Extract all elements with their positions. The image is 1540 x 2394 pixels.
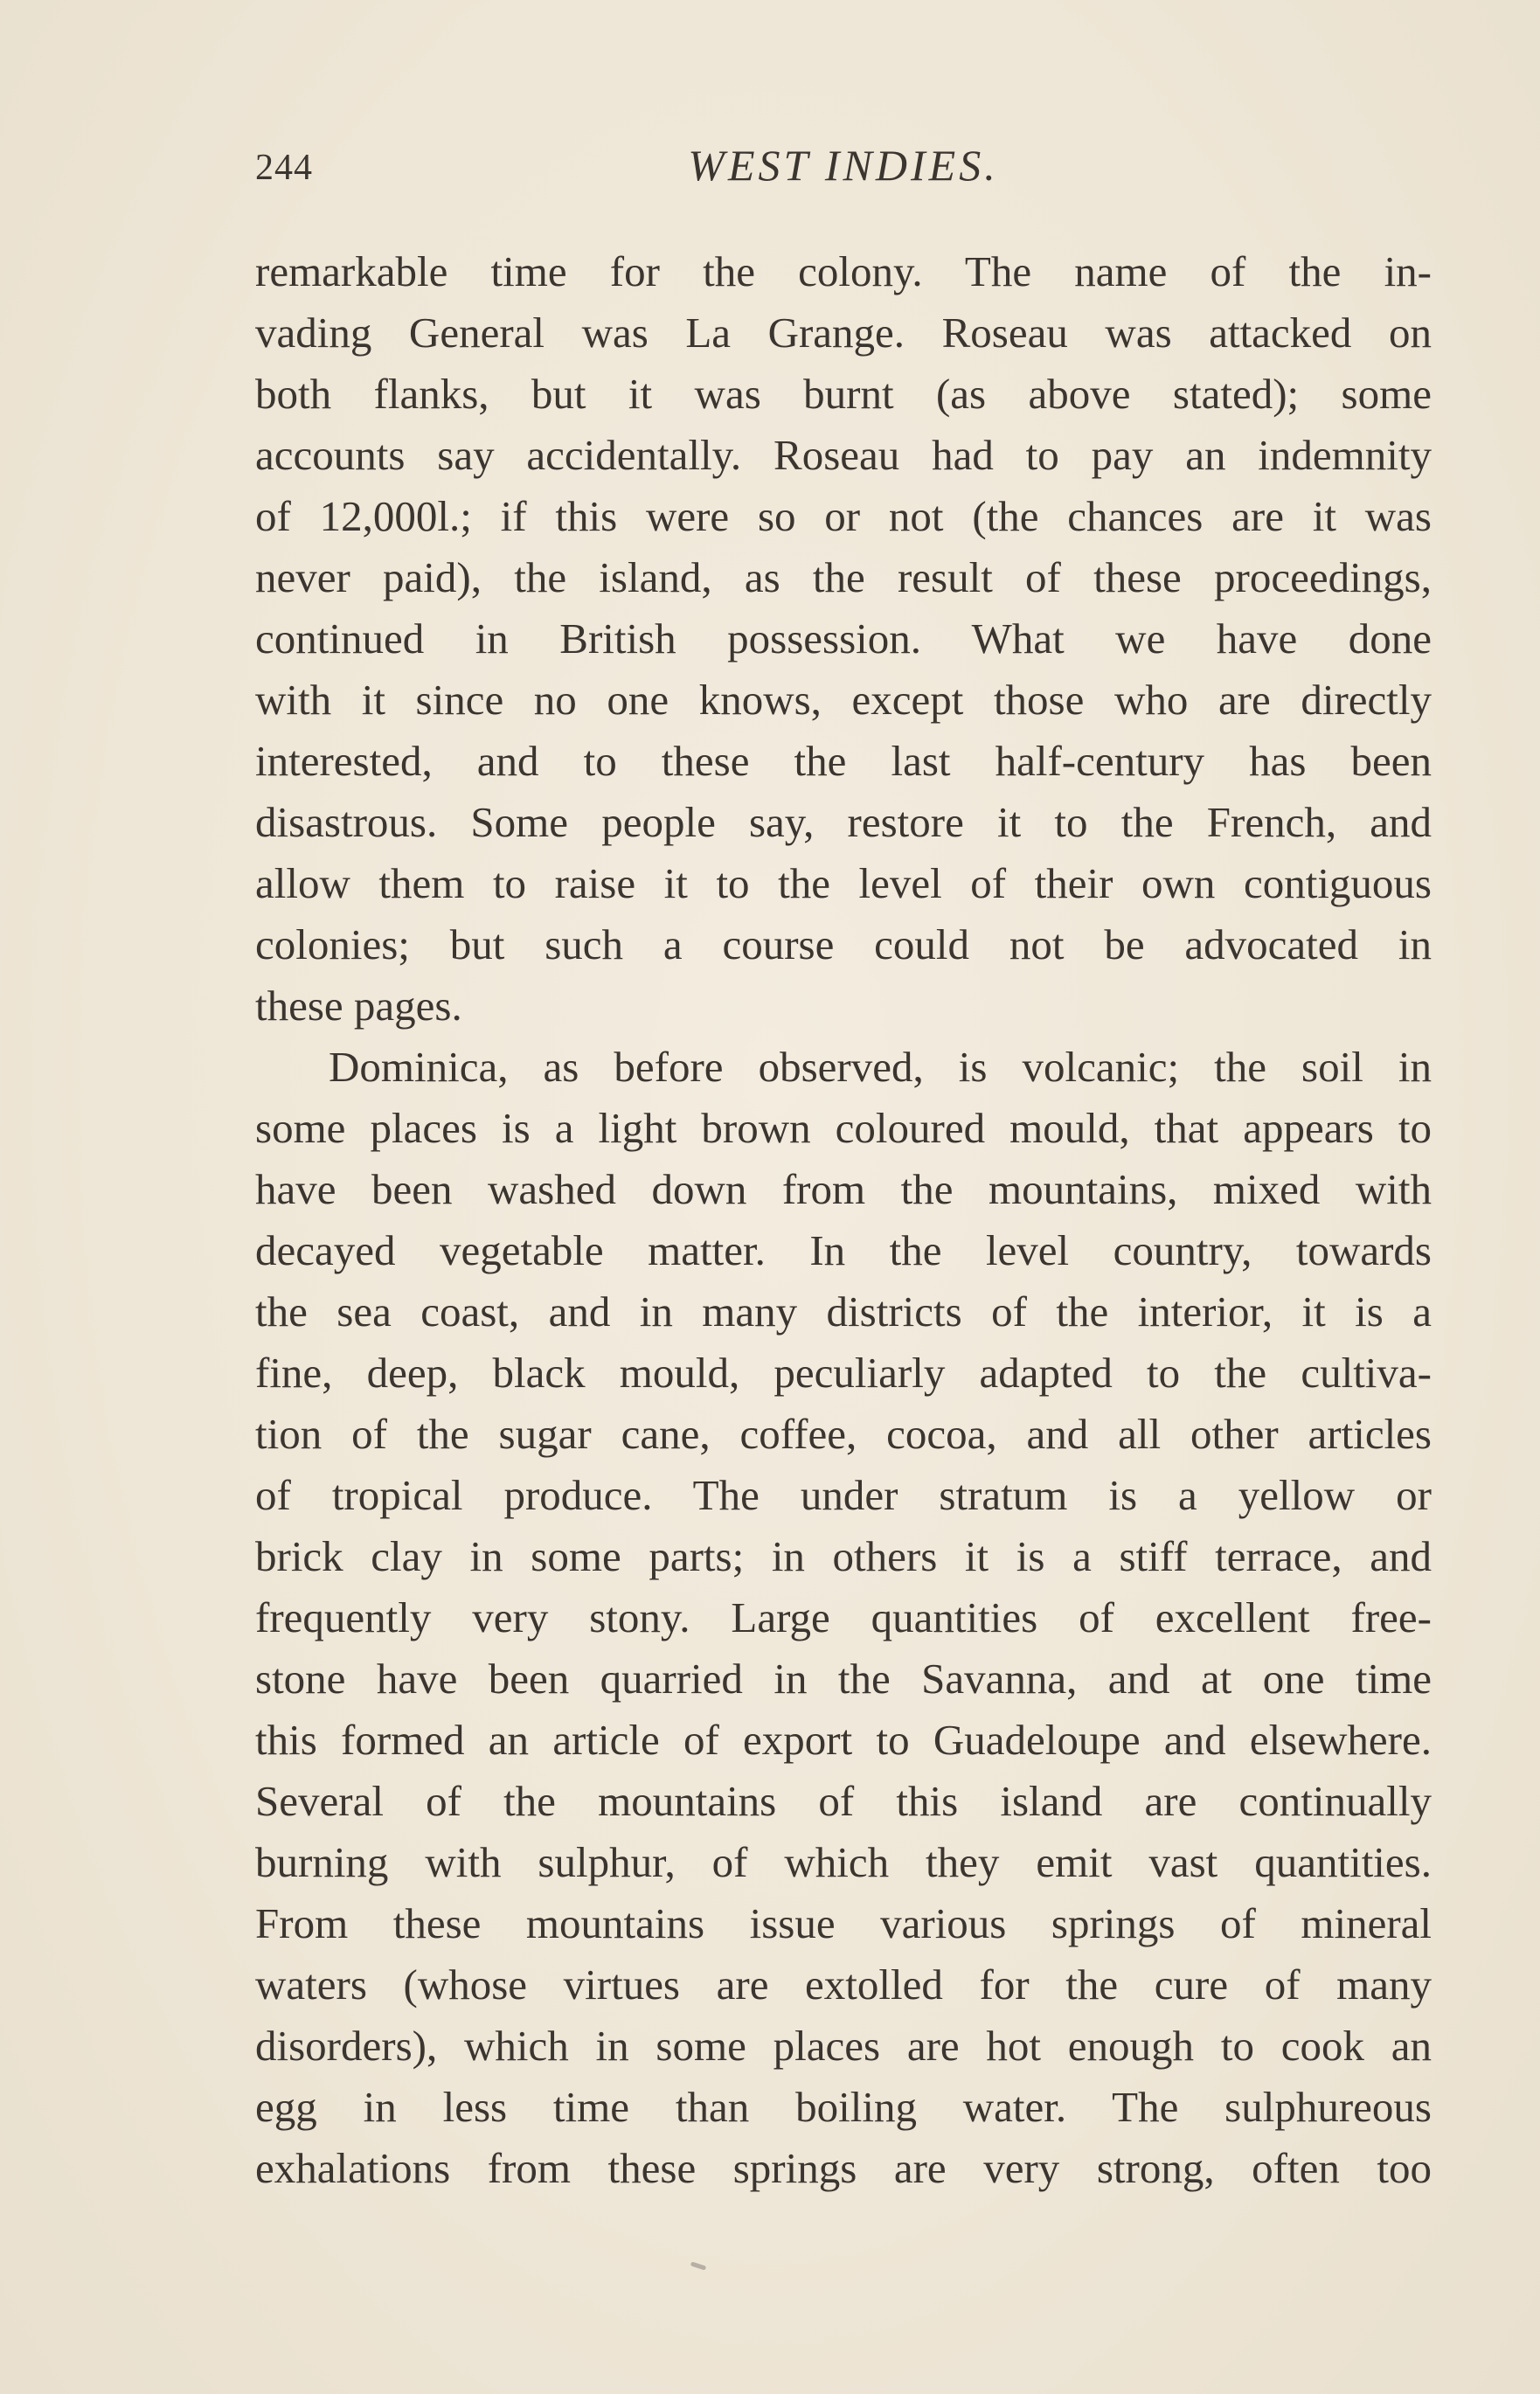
text-line: stone have been quarried in the Savanna, and at one time xyxy=(255,1655,1432,1703)
text-line: of 12,000l.; if this were so or not (the chances are it was xyxy=(255,492,1432,540)
text-line: this formed an article of export to Guadeloupe and elsewhere. xyxy=(255,1716,1432,1764)
running-head xyxy=(255,131,1432,201)
body-text xyxy=(255,241,1432,2199)
text-line: fine, deep, black mould, peculiarly adapted to the cultiva- xyxy=(255,1349,1432,1397)
paragraph-1 xyxy=(255,241,1432,1037)
text-line: never paid), the island, as the result of these proceedings, xyxy=(255,553,1432,601)
text-line: some places is a light brown coloured mould, that appears to xyxy=(255,1104,1432,1152)
text-line: burning with sulphur, of which they emit vast quantities. xyxy=(255,1838,1432,1886)
text-line: the sea coast, and in many districts of the interior, it is a xyxy=(255,1287,1432,1336)
text-line: disastrous. Some people say, restore it to the French, and xyxy=(255,798,1432,846)
text-line: colonies; but such a course could not be advocated in xyxy=(255,920,1432,968)
text-line: disorders), which in some places are hot enough to cook an xyxy=(255,2022,1432,2070)
text-line: of tropical produce. The under stratum is a yellow or xyxy=(255,1471,1432,1519)
text-line: these pages. xyxy=(255,982,462,1030)
text-line: have been washed down from the mountains, mixed with xyxy=(255,1165,1432,1213)
text-line: brick clay in some parts; in others it is a stiff terrace, and xyxy=(255,1532,1432,1580)
text-line: frequently very stony. Large quantities of excellent free- xyxy=(255,1593,1432,1641)
text-line: vading General was La Grange. Roseau was attacked on xyxy=(255,309,1432,357)
text-line: exhalations from these springs are very strong, often too xyxy=(255,2144,1432,2192)
text-line: allow them to raise it to the level of their own contiguous xyxy=(255,859,1432,907)
text-line: decayed vegetable matter. In the level country, towards xyxy=(255,1226,1432,1274)
text-line: Several of the mountains of this island are continually xyxy=(255,1777,1432,1825)
paper-speck xyxy=(690,2261,707,2270)
text-line: waters (whose virtues are extolled for the cure of many xyxy=(255,1960,1432,2009)
text-line: interested, and to these the last half-century has been xyxy=(255,737,1432,785)
text-line: continued in British possession. What we have done xyxy=(255,614,1432,663)
text-line: tion of the sugar cane, coffee, cocoa, and all other articles xyxy=(255,1410,1432,1458)
text-line: both flanks, but it was burnt (as above stated); some xyxy=(255,370,1432,418)
text-line: Dominica, as before observed, is volcanic; the soil in xyxy=(329,1043,1432,1091)
text-line: with it since no one knows, except those who are directly xyxy=(255,676,1432,724)
page-number: 244 xyxy=(255,148,313,188)
paragraph-2 xyxy=(255,1037,1432,2199)
text-line: remarkable time for the colony. The name of the in- xyxy=(255,247,1432,295)
text-line: egg in less time than boiling water. The sulphureous xyxy=(255,2083,1432,2131)
text-line: accounts say accidentally. Roseau had to pay an indemnity xyxy=(255,431,1432,479)
running-title: WEST INDIES. xyxy=(688,141,999,190)
text-line: From these mountains issue various springs of mineral xyxy=(255,1899,1432,1947)
